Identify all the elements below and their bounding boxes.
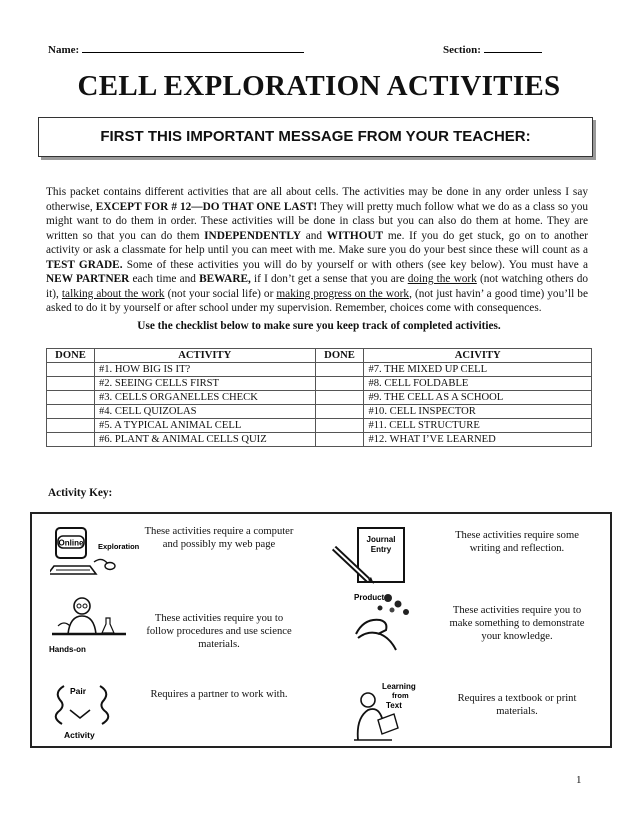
- done-checkbox[interactable]: [47, 377, 95, 391]
- online-description: These activities require a computer and possibly my web page: [144, 526, 294, 550]
- done-checkbox[interactable]: [47, 405, 95, 419]
- header-done-left: DONE: [47, 349, 95, 363]
- activity-checklist: [46, 348, 592, 447]
- activity-item: #3. CELLS ORGANELLES CHECK: [94, 391, 315, 405]
- table-row: [47, 405, 592, 419]
- product-icon: [350, 590, 418, 660]
- learning-description: Requires a textbook or print materials.: [457, 693, 577, 717]
- table-row: [47, 391, 592, 405]
- table-row: [47, 363, 592, 377]
- text-icon-text: Text: [386, 701, 402, 710]
- activity-item: #6. PLANT & ANIMAL CELLS QUIZ: [94, 433, 315, 447]
- activity-item: #12. WHAT I’VE LEARNED: [364, 433, 592, 447]
- done-checkbox[interactable]: [47, 419, 95, 433]
- name-field[interactable]: [48, 43, 304, 56]
- product-icon-text: Product: [354, 593, 385, 602]
- done-checkbox[interactable]: [315, 377, 364, 391]
- done-checkbox[interactable]: [315, 419, 364, 433]
- section-field[interactable]: [443, 43, 542, 56]
- activity-key-label: Activity Key:: [48, 487, 113, 499]
- activity-item: #10. CELL INSPECTOR: [364, 405, 592, 419]
- done-checkbox[interactable]: [315, 405, 364, 419]
- done-checkbox[interactable]: [47, 363, 95, 377]
- exploration-icon-text: Exploration: [98, 542, 140, 551]
- header-done-right: DONE: [315, 349, 364, 363]
- pair-icon: [52, 682, 112, 740]
- activity-item: #9. THE CELL AS A SCHOOL: [364, 391, 592, 405]
- activity-key-box: [30, 512, 612, 748]
- hands-on-icon-text: Hands-on: [49, 645, 86, 654]
- activity-item: #4. CELL QUIZOLAS: [94, 405, 315, 419]
- page-number: 1: [576, 774, 582, 786]
- header-activity-left: ACTIVITY: [94, 349, 315, 363]
- message-banner: [38, 117, 593, 157]
- learning-icon-text: Learning: [382, 682, 416, 691]
- activity-item: #8. CELL FOLDABLE: [364, 377, 592, 391]
- done-checkbox[interactable]: [47, 391, 95, 405]
- computer-icon: [50, 522, 140, 586]
- activity-item: #2. SEEING CELLS FIRST: [94, 377, 315, 391]
- activity-item: #11. CELL STRUCTURE: [364, 419, 592, 433]
- done-checkbox[interactable]: [315, 363, 364, 377]
- book-icon: [348, 680, 428, 744]
- intro-paragraph: This packet contains different activities that are all about cells. The activities may be done in any order unless I say otherwise, EXCEPT FOR # 12—DO THAT ONE LAST! They will pretty much follow what we do as a class so you might want to do them in order. These activities will be done in class but you can also do them at home. They are written so that you can do them INDEPENDENTLY and WITHOUT me. If you do get stuck, go on to another activity or ask a classmate for help until you can meet with me. Make sure you do your best since these will count as a TEST GRADE. Some of these activities you will do by yourself or with others (see key below). You must have a NEW PARTNER each time and BEWARE, if I don’t get a sense that you are doing the work (not watching others do it), talking about the work (not your social life) or making progress on the work, (not just havin’ a good time) you’ll be asked to do it by yourself or after school under my supervision. Remember, choices come with consequences.: [46, 186, 588, 314]
- checklist-instruction: Use the checklist below to make sure you keep track of completed activities.: [137, 320, 501, 332]
- done-checkbox[interactable]: [315, 391, 364, 405]
- entry-icon-text: Entry: [370, 545, 392, 554]
- table-row: [47, 433, 592, 447]
- online-icon-text: Online: [58, 538, 84, 548]
- pair-icon-text: Pair: [70, 686, 87, 696]
- activity-item: #5. A TYPICAL ANIMAL CELL: [94, 419, 315, 433]
- name-label: Name:: [48, 44, 80, 56]
- table-row: [47, 377, 592, 391]
- name-blank[interactable]: [82, 43, 304, 53]
- hands-on-icon: [46, 594, 142, 656]
- done-checkbox[interactable]: [315, 433, 364, 447]
- hands-on-description: These activities require you to follow procedures and use science materials.: [146, 613, 292, 650]
- journal-icon: [328, 524, 412, 588]
- section-blank[interactable]: [484, 43, 542, 53]
- journal-description: These activities require some writing and reflection.: [455, 530, 579, 554]
- header-activity-right: ACIVITY: [364, 349, 592, 363]
- activity-item: #1. HOW BIG IS IT?: [94, 363, 315, 377]
- section-label: Section:: [443, 44, 481, 56]
- product-description: These activities require you to make something to demonstrate your knowledge.: [449, 605, 585, 642]
- table-row: [47, 419, 592, 433]
- pair-description: Requires a partner to work with.: [150, 689, 288, 700]
- done-checkbox[interactable]: [47, 433, 95, 447]
- journal-icon-text: Journal: [366, 535, 396, 544]
- message-banner-text: FIRST THIS IMPORTANT MESSAGE FROM YOUR TEACHER:: [100, 128, 531, 145]
- activity-item: #7. THE MIXED UP CELL: [364, 363, 592, 377]
- activity-icon-text: Activity: [64, 730, 95, 740]
- from-icon-text: from: [392, 691, 409, 700]
- page-title: CELL EXPLORATION ACTIVITIES: [77, 70, 561, 102]
